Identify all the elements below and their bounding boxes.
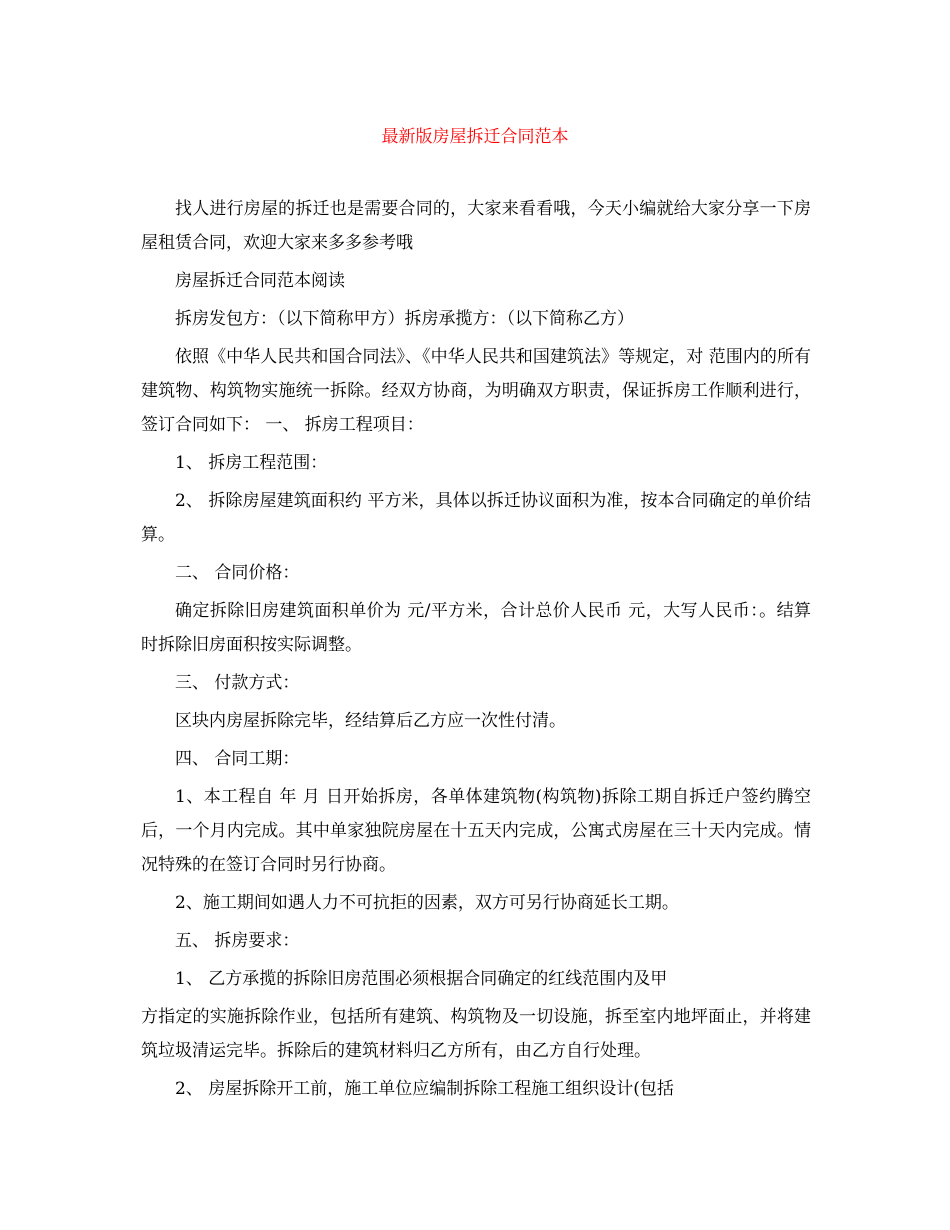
paragraph-intro: 找人进行房屋的拆迁也是需要合同的，大家来看看哦，今天小编就给大家分享一下房屋租赁合同，欢迎大家来多多参考哦 [141,199,811,253]
paragraph-payment-heading: 三、 付款方式： [175,673,300,693]
paragraph-area: 2、 拆除房屋建筑面积约 平方米，具体以拆迁协议面积为准，按本合同确定的单价结算。 [141,491,811,545]
paragraph-period-1: 1、本工程自 年 月 日开始拆房，各单体建筑物(构筑物)拆除工期自拆迁户签约腾空后，一个月内完成。其中单家独院房屋在十五天内完成，公寓式房屋在三十天内完成。情况特殊的在签订合同时另行协商。 [141,787,811,875]
paragraph-period-2: 2、施工期间如遇人力不可抗拒的因素，双方可另行协商延长工期。 [175,893,679,913]
paragraph-basis: 依照《中华人民共和国合同法》、《中华人民共和国建筑法》等规定，对 范围内的所有建筑物、构筑物实施统一拆除。经双方协商，为明确双方职责，保证拆房工作顺利进行，签订合同如下： 一、 拆房工程项目： [141,347,811,435]
paragraph-payment: 区块内房屋拆除完毕，经结算后乙方应一次性付清。 [175,711,566,731]
paragraph-price: 确定拆除旧房建筑面积单价为 元/平方米，合计总价人民币 元，大写人民币：。结算时拆除旧房面积按实际调整。 [141,601,811,655]
paragraph-requirements-1-cont: 方指定的实施拆除作业，包括所有建筑、构筑物及一切设施，拆至室内地坪面止，并将建筑垃圾清运完毕。拆除后的建筑材料归乙方所有，由乙方自行处理。 [141,1007,811,1061]
document-title: 最新版房屋拆迁合同范本 [381,127,569,147]
paragraph-requirements-2: 2、 房屋拆除开工前，施工单位应编制拆除工程施工组织设计(包括 [175,1079,674,1099]
paragraph-price-heading: 二、 合同价格： [175,563,300,583]
paragraph-requirements-1: 1、 乙方承揽的拆除旧房范围必须根据合同确定的红线范围内及甲 [175,969,668,989]
paragraph-period-heading: 四、 合同工期： [175,749,300,769]
paragraph-requirements-heading: 五、 拆房要求： [175,931,300,951]
document-body [141,192,811,1110]
paragraph-parties: 拆房发包方：（以下简称甲方）拆房承揽方：（以下简称乙方） [175,309,634,329]
paragraph-scope: 1、 拆房工程范围： [175,453,328,473]
paragraph-subtitle: 房屋拆迁合同范本阅读 [175,271,345,291]
